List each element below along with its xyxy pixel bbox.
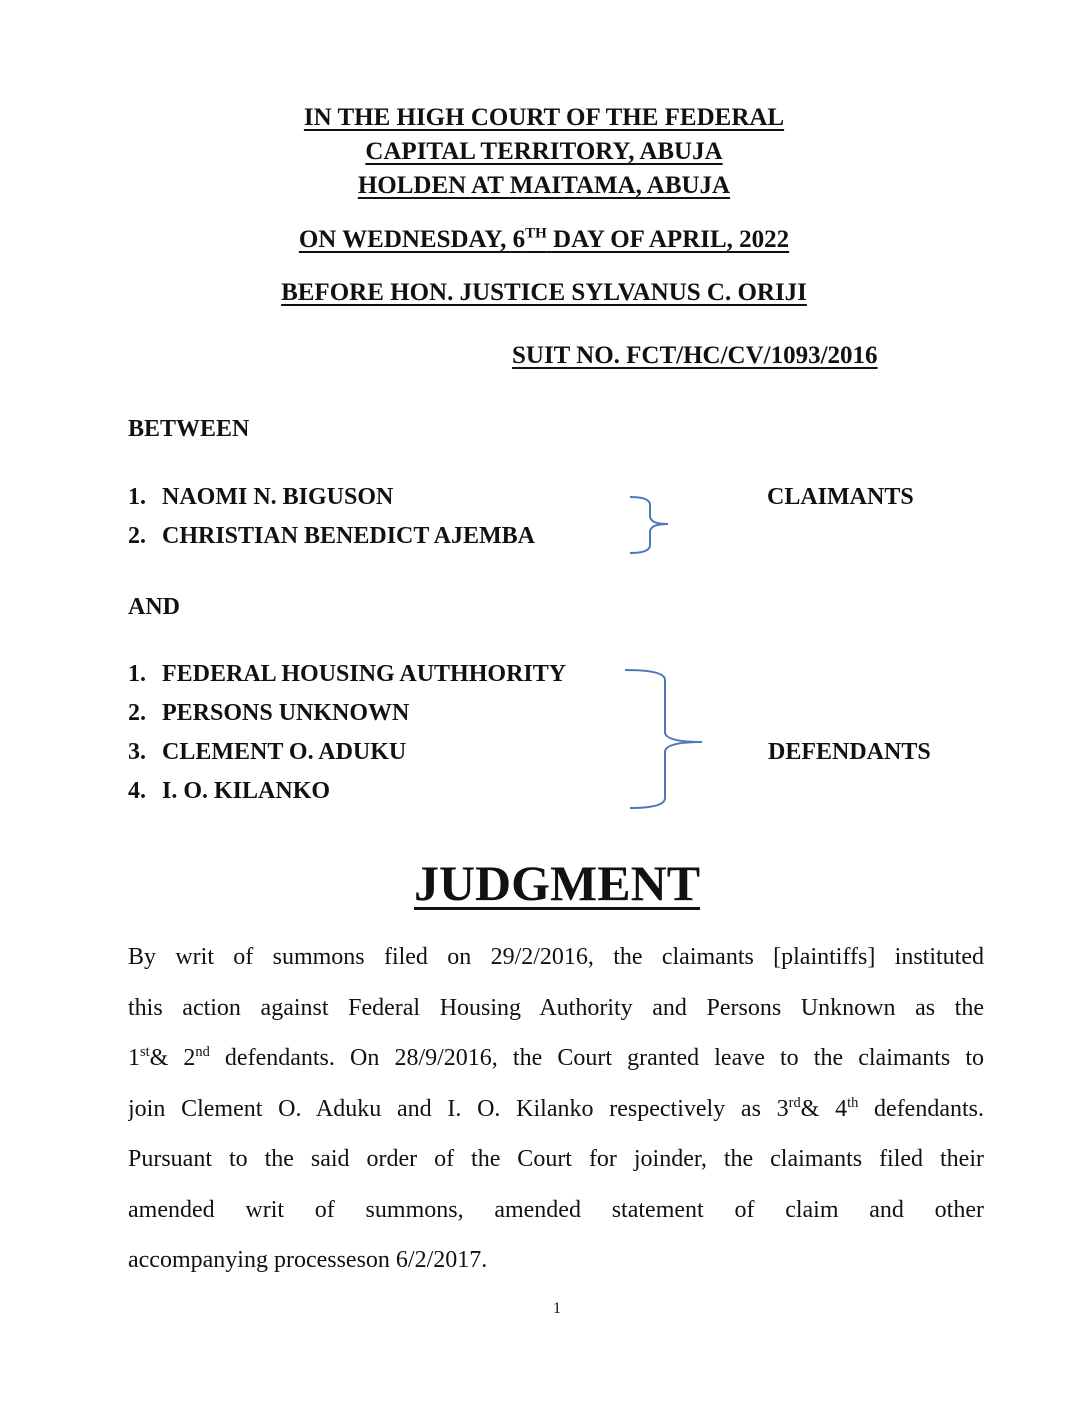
- paragraph-line: amended writ of summons, amended statement of claim and other: [128, 1196, 984, 1223]
- paragraph-line: accompanying processeson 6/2/2017.: [128, 1247, 488, 1273]
- paragraph-line: By writ of summons filed on 29/2/2016, the claimants [plaintiffs] instituted: [128, 944, 984, 970]
- opening-paragraph: [128, 932, 984, 1286]
- and-label: AND: [128, 594, 180, 620]
- defendant-item: 1. FEDERAL HOUSING AUTHHORITY: [128, 661, 567, 687]
- court-title-line2: CAPITAL TERRITORY, ABUJA: [365, 138, 723, 165]
- page-number: 1: [553, 1300, 561, 1317]
- between-label: BETWEEN: [128, 416, 250, 442]
- defendant-item: 3. CLEMENT O. ADUKU: [128, 739, 407, 765]
- paragraph-line: this action against Federal Housing Authority and Persons Unknown as the: [128, 994, 984, 1021]
- judge-line: BEFORE HON. JUSTICE SYLVANUS C. ORIJI: [281, 279, 807, 306]
- court-title-line1: IN THE HIGH COURT OF THE FEDERAL: [303, 104, 785, 131]
- defendant-item: 2. PERSONS UNKNOWN: [128, 700, 410, 726]
- paragraph-line: Pursuant to the said order of the Court for joinder, the claimants filed their: [128, 1146, 984, 1172]
- paragraph-line: join Clement O. Aduku and I. O. Kilanko respectively as 3rd& 4th defendants.: [128, 1094, 984, 1122]
- judgment-title: JUDGMENT: [413, 855, 701, 911]
- suit-number: SUIT NO. FCT/HC/CV/1093/2016: [512, 342, 878, 369]
- claimant-item: 2. CHRISTIAN BENEDICT AJEMBA: [128, 523, 535, 549]
- court-title-line3: HOLDEN AT MAITAMA, ABUJA: [357, 172, 731, 199]
- paragraph-line: 1st& 2nd defendants. On 28/9/2016, the Court granted leave to the claimants to: [128, 1044, 984, 1071]
- claimant-item: 1. NAOMI N. BIGUSON: [128, 484, 394, 510]
- hearing-date: ON WEDNESDAY, 6TH DAY OF APRIL, 2022: [298, 225, 790, 253]
- defendants-label: DEFENDANTS: [768, 739, 931, 765]
- claimants-label: CLAIMANTS: [767, 484, 914, 510]
- defendant-item: 4. I. O. KILANKO: [128, 778, 331, 804]
